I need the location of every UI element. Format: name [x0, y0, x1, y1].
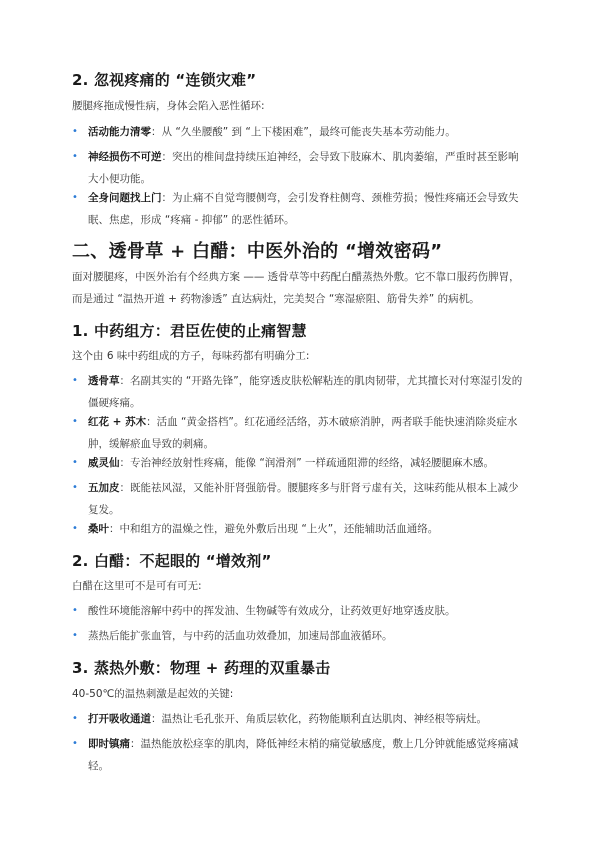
chapter-intro: 面对腰腿疼，中医外治有个经典方案 —— 透骨草等中药配白醋蒸热外敷。它不靠口服药伤脾胃，而是通过 “温热开道 + 药物渗透” 直达病灶，完美契合 “寒湿瘀阻、筋骨失养” 的病机。: [72, 271, 520, 305]
item-term: 五加皮: [88, 482, 120, 494]
list-item: [72, 600, 528, 622]
bullet-icon: •: [72, 151, 78, 162]
list-item: [72, 733, 528, 777]
item-text: ：既能祛风湿，又能补肝肾强筋骨。腰腿疼多与肝肾亏虚有关，这味药能从根本上减少复发。: [88, 482, 519, 516]
item-term: 透骨草: [88, 375, 120, 387]
item-term: 威灵仙: [88, 457, 120, 469]
item-text: ：为止痛不自觉弯腰侧弯，会引发脊柱侧弯、颈椎劳损；慢性疼痛还会导致失眠、焦虑，形成 “疼痛 - 抑郁” 的恶性循环。: [88, 192, 519, 226]
bullet-icon: •: [72, 126, 78, 137]
item-term: 红花 + 苏木: [88, 416, 147, 428]
item-text: 蒸热后能扩张血管，与中药的活血功效叠加，加速局部血液循环。: [88, 630, 393, 642]
subsection-intro: 这个由 6 味中药组成的方子，每味药都有明确分工:: [72, 350, 310, 362]
item-text: ：活血 “黄金搭档”。红花通经活络，苏木破瘀消肿，两者联手能快速消除炎症水肿，缓解瘀血导致的刺痛。: [88, 416, 518, 450]
item-term: 全身问题找上门: [88, 192, 162, 204]
item-term: 活动能力清零: [88, 126, 151, 138]
subsection-heading: 2. 白醋：不起眼的 “增效剂”: [72, 552, 272, 570]
subsection-heading: 1. 中药组方：君臣佐使的止痛智慧: [72, 322, 307, 340]
item-term: 桑叶: [88, 523, 109, 535]
list-item: [72, 477, 528, 521]
chapter-heading: 二、透骨草 + 白醋：中医外治的 “增效密码”: [72, 241, 443, 262]
subsection-heading: 3. 蒸热外敷：物理 + 药理的双重暴击: [72, 659, 331, 677]
list-item: [72, 146, 528, 190]
list-item: [72, 625, 528, 647]
bullet-icon: •: [72, 523, 78, 534]
bullet-icon: •: [72, 192, 78, 203]
subsection-intro: 白醋在这里可不是可有可无:: [72, 580, 202, 592]
list-item: [72, 708, 528, 730]
bullet-icon: •: [72, 457, 78, 468]
item-text: ：名副其实的 “开路先锋”，能穿透皮肤松解粘连的肌肉韧带，尤其擅长对付寒湿引发的僵硬疼痛。: [88, 375, 523, 409]
item-text: 酸性环境能溶解中药中的挥发油、生物碱等有效成分，让药效更好地穿透皮肤。: [88, 605, 456, 617]
bullet-icon: •: [72, 738, 78, 749]
item-term: 神经损伤不可逆: [88, 151, 162, 163]
list-item: [72, 452, 528, 474]
bullet-icon: •: [72, 605, 78, 616]
item-text: ：从 “久坐腰酸” 到 “上下楼困难”，最终可能丧失基本劳动能力。: [151, 126, 456, 138]
item-term: 打开吸收通道: [88, 713, 151, 725]
bullet-icon: •: [72, 482, 78, 493]
item-text: ：专治神经放射性疼痛，能像 “润滑剂” 一样疏通阻滞的经络，减轻腰腿麻木感。: [119, 457, 495, 469]
bullet-icon: •: [72, 375, 78, 386]
item-term: 即时镇痛: [88, 738, 130, 750]
item-text: ：突出的椎间盘持续压迫神经，会导致下肢麻木、肌肉萎缩，严重时甚至影响大小便功能。: [88, 151, 519, 185]
item-text: ：温热能放松痉挛的肌肉，降低神经末梢的痛觉敏感度，敷上几分钟就能感觉疼痛减轻。: [88, 738, 519, 772]
list-item: [72, 187, 528, 231]
section-intro: 腰腿疼拖成慢性病，身体会陷入恶性循环:: [72, 100, 265, 112]
section-heading: 2. 忽视疼痛的 “连锁灾难”: [72, 71, 257, 89]
list-item: [72, 121, 528, 143]
subsection-intro: 40-50℃的温热刺激是起效的关键:: [72, 688, 234, 700]
item-text: ：温热让毛孔张开、角质层软化，药物能顺利直达肌肉、神经根等病灶。: [151, 713, 487, 725]
item-text: ：中和组方的温燥之性，避免外敷后出现 “上火”，还能辅助活血通络。: [109, 523, 439, 535]
bullet-icon: •: [72, 713, 78, 724]
list-item: [72, 370, 528, 414]
bullet-icon: •: [72, 416, 78, 427]
bullet-icon: •: [72, 630, 78, 641]
list-item: [72, 411, 528, 455]
list-item: [72, 518, 528, 540]
